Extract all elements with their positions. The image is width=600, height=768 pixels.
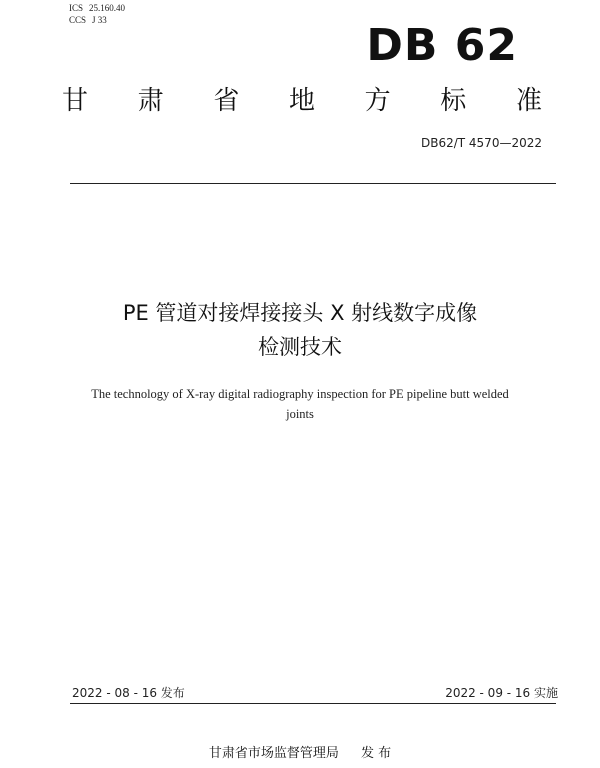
ics-label: ICS xyxy=(69,3,84,13)
top-divider xyxy=(70,183,556,184)
chinese-title-line1: PE 管道对接焊接接头 X 射线数字成像 xyxy=(122,301,478,325)
standard-type-char: 标 xyxy=(440,86,467,116)
issuer-line xyxy=(0,742,600,761)
standard-type-char: 肃 xyxy=(137,86,164,116)
standard-type-char: 省 xyxy=(213,86,240,116)
ccs-row xyxy=(69,14,131,26)
standard-logo: DB 62 xyxy=(366,20,518,71)
issuer-org: 甘肃省市场监督管理局 xyxy=(208,746,339,761)
standard-number: DB62/T 4570—2022 xyxy=(420,136,542,150)
standard-type-char: 方 xyxy=(364,86,391,116)
issuer-action: 发 布 xyxy=(360,746,392,761)
english-title: The technology of X-ray digital radiography inspection for PE pipeline butt welded joints xyxy=(91,387,509,421)
issue-date: 2022 - 08 - 16 发布 xyxy=(72,686,185,700)
standard-type-title xyxy=(62,84,542,118)
ccs-code: J 33 xyxy=(92,15,107,25)
standard-type-char: 准 xyxy=(515,86,542,116)
implementation-date: 2022 - 09 - 16 实施 xyxy=(445,686,558,700)
bottom-divider xyxy=(70,703,556,704)
ccs-label: CCS xyxy=(69,15,87,25)
ics-code: 25.160.40 xyxy=(89,3,126,13)
ics-row xyxy=(69,2,131,14)
classification-codes xyxy=(69,2,131,26)
chinese-title xyxy=(0,296,600,364)
standard-type-char: 甘 xyxy=(62,86,89,116)
chinese-title-line2: 检测技术 xyxy=(258,335,342,359)
standard-type-char: 地 xyxy=(288,86,315,116)
